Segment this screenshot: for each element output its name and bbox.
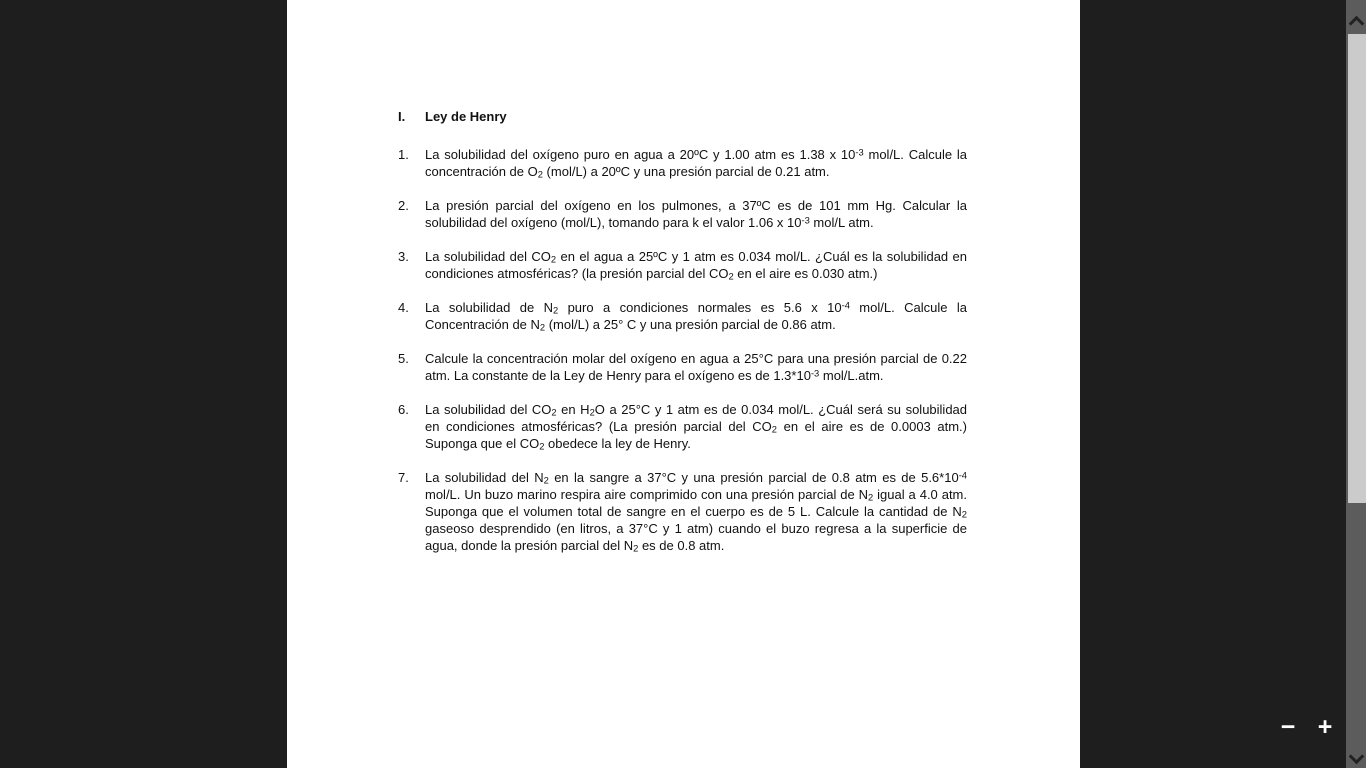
- problem-text: Calcule la concentración molar del oxígeno en agua a 25°C para una presión parcial de 0.22 atm. La constante de la Ley de Henry para el oxígeno es de $1.3*10^{-3}$ mol/L.atm.: [425, 351, 967, 383]
- problem-number: 6.: [398, 402, 409, 417]
- minus-icon: −: [1280, 713, 1296, 741]
- problem-number: 3.: [398, 249, 409, 264]
- document-content: [398, 108, 967, 571]
- problem-text: La presión parcial del oxígeno en los pulmones, a 37ºC es de 101 mm Hg. Calcular la solubilidad del oxígeno (mol/L), tomando para k el valor 1.06 x $10^{-3}$ mol/L atm.: [425, 198, 967, 230]
- chevron-down-icon: [1348, 748, 1364, 764]
- plus-icon: +: [1317, 713, 1333, 741]
- problem-item: [398, 197, 967, 231]
- problem-text: La solubilidad de $N_2$ puro a condiciones normales es 5.6 x $10^{-4}$ mol/L. Calcule la Concentración de $N_2$ (mol/L) a 25° C y una presión parcial de 0.86 atm.: [425, 300, 967, 333]
- problem-text: La solubilidad del $CO_2$ en el agua a 25ºC y 1 atm es 0.034 mol/L. ¿Cuál es la solubilidad en condiciones atmosféricas? (la presión parcial del $CO_2$ en el aire es 0.030 atm.): [425, 249, 967, 282]
- problem-item: [398, 299, 967, 333]
- chevron-up-icon: [1348, 15, 1364, 31]
- problems-list: [398, 146, 967, 554]
- problem-number: 7.: [398, 470, 409, 485]
- problem-number: 2.: [398, 198, 409, 213]
- scroll-down-button[interactable]: [1346, 735, 1366, 768]
- problem-text: La solubilidad del $N_2$ en la sangre a 37°C y una presión parcial de 0.8 atm es de $5.6*10^{-4}$ mol/L. Un buzo marino respira aire comprimido con una presión parcial de $N_2$ igual a 4.0 atm. Suponga que el volumen total de sangre en el cuerpo es de 5 L. Calcule la cantidad de $N_2$ gaseoso desprendido (en litros, a 37°C y 1 atm) cuando el buzo regresa a la superficie de agua, donde la presión parcial del $N_2$ es de 0.8 atm.: [425, 470, 967, 554]
- problem-item: [398, 248, 967, 282]
- problem-number: 4.: [398, 300, 409, 315]
- problem-item: [398, 469, 967, 554]
- problem-number: 5.: [398, 351, 409, 366]
- problem-number: 1.: [398, 147, 409, 162]
- problem-item: [398, 146, 967, 180]
- vertical-scrollbar[interactable]: [1346, 0, 1366, 768]
- document-page: [287, 0, 1080, 768]
- title-numeral: I.: [398, 109, 406, 124]
- problem-text: La solubilidad del $CO_2$ en $H_2O$ a 25°C y 1 atm es de 0.034 mol/L. ¿Cuál será su solubilidad en condiciones atmosféricas? (La presión parcial del $CO_2$ en el aire es de 0.0003 atm.) Suponga que el $CO_2$ obedece la ley de Henry.: [425, 402, 968, 452]
- title-text: Ley de Henry: [425, 109, 507, 124]
- scrollbar-thumb[interactable]: [1348, 34, 1366, 503]
- zoom-in-button[interactable]: [1310, 712, 1340, 742]
- scroll-up-button[interactable]: [1346, 0, 1366, 33]
- problem-item: [398, 401, 967, 452]
- problem-item: [398, 350, 967, 384]
- problem-text: La solubilidad del oxígeno puro en agua a 20ºC y 1.00 atm es 1.38 x $10^{-3}$ mol/L. Calcule la concentración de $O_2$ (mol/L) a 20ºC y una presión parcial de 0.21 atm.: [425, 147, 967, 180]
- zoom-out-button[interactable]: [1273, 712, 1303, 742]
- document-title: [398, 108, 967, 125]
